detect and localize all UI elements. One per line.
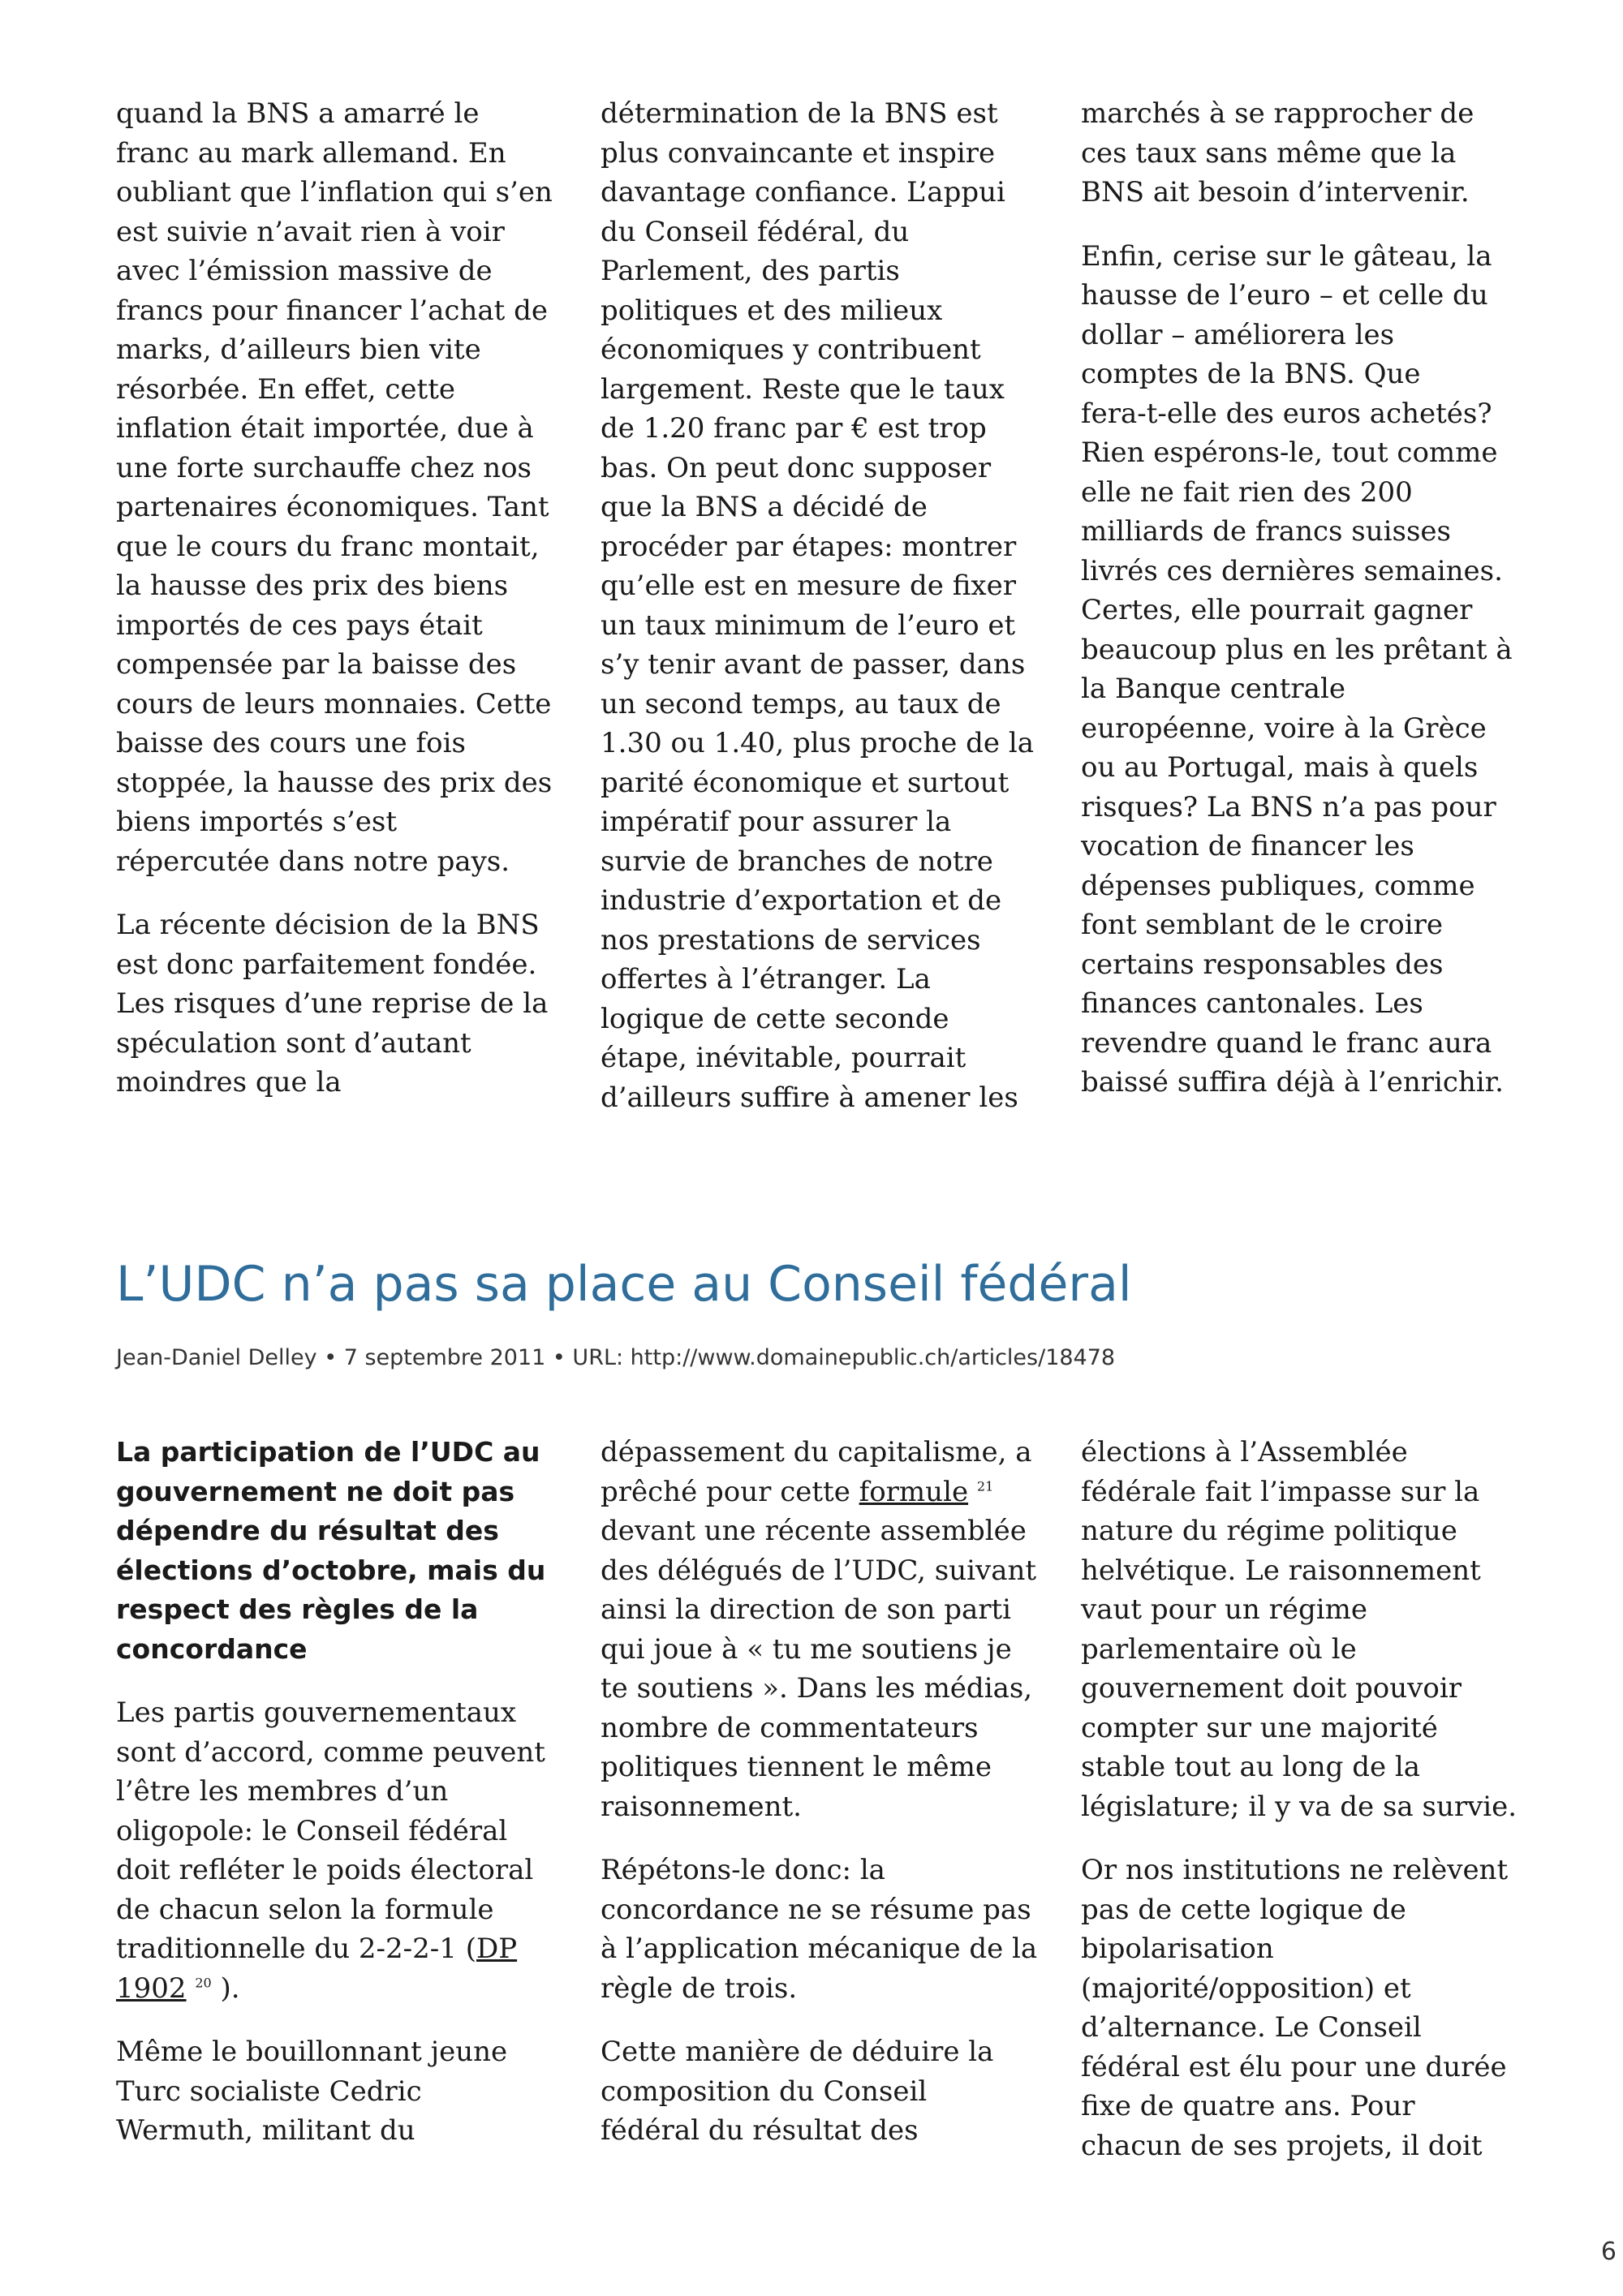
article-byline: Jean-Daniel Delley • 7 septembre 2011 • URL: http://www.domainepublic.ch/articles/18478 bbox=[116, 1345, 1116, 1370]
paragraph: La récente décision de la BNS est donc parfaitement fondée. Les risques d’une reprise de la spéculation sont d’autant moindres que la bbox=[116, 909, 549, 1099]
paragraph: élections à l’Assemblée fédérale fait l’impasse sur la nature du régime politique helvétique. Le raisonnement vaut pour un régime parlementaire où le gouvernement doit pouvoir compter sur une majorité stable tout au long de la législature; il y va de sa survie. bbox=[1081, 1436, 1518, 1823]
article1-column-2 bbox=[601, 94, 1043, 1142]
reference-marker: 21 bbox=[976, 1478, 994, 1494]
paragraph: quand la BNS a amarré le franc au mark allemand. En oubliant que l’inflation qui s’en est suivie n’avait rien à voir avec l’émission massive de francs pour financer l’achat de marks, d’ailleurs bien vite résorbée. En effet, cette inflation était importée, due à une forte surchauffe chez nos partenaires économiques. Tant que le cours du franc montait, la hausse des prix des biens importés de ces pays était compensée par la baisse des cours de leurs monnaies. Cette baisse des cours une fois stoppée, la hausse des prix des biens importés s’est répercutée dans notre pays. bbox=[116, 97, 553, 878]
article1-column-3 bbox=[1081, 94, 1523, 1127]
article-title: L’UDC n’a pas sa place au Conseil fédéral bbox=[116, 1256, 1132, 1313]
paragraph: Or nos institutions ne relèvent pas de cette logique de bipolarisation (majorité/opposition) et d’alternance. Le Conseil fédéral est élu pour une durée fixe de quatre ans. Pour chacun de ses projets, il doit bbox=[1081, 1854, 1509, 2162]
article2-column-1 bbox=[116, 1433, 558, 2175]
paragraph-text: ). bbox=[211, 1971, 240, 2005]
page-number: 6 bbox=[1600, 2238, 1617, 2266]
paragraph: Répétons-le donc: la concordance ne se résume pas à l’application mécanique de la règle de trois. bbox=[601, 1854, 1038, 2005]
article2-column-2 bbox=[601, 1433, 1043, 2175]
article-lead: La participation de l’UDC au gouvernement ne doit pas dépendre du résultat des élections d’octobre, mais du respect des règles de la concordance bbox=[116, 1436, 546, 1665]
paragraph: détermination de la BNS est plus convaincante et inspire davantage confiance. L’appui du Conseil fédéral, du Parlement, des partis politiques et des milieux économiques y contribuent largement. Reste que le taux de 1.20 franc par € est trop bas. On peut donc supposer que la BNS a décidé de procéder par étapes: montrer qu’elle est en mesure de fixer un taux minimum de l’euro et s’y tenir avant de passer, dans un second temps, au taux de 1.30 ou 1.40, plus proche de la parité économique et surtout impératif pour assurer la survie de branches de notre industrie d’exportation et de nos prestations de services offertes à l’étranger. La logique de cette seconde étape, inévitable, pourrait d’ailleurs suffire à amener les bbox=[601, 97, 1034, 1114]
paragraph-text: Les partis gouvernementaux sont d’accord, comme peuvent l’être les membres d’un oligopole: le Conseil fédéral doit refléter le poids électoral de chacun selon la formule traditionnelle du 2-2-2-1 ( bbox=[116, 1696, 545, 1965]
paragraph bbox=[116, 1693, 558, 2008]
paragraph bbox=[601, 1433, 1043, 1826]
formule-link[interactable]: formule bbox=[859, 1475, 969, 1508]
paragraph: Même le bouillonnant jeune Turc socialiste Cedric Wermuth, militant du bbox=[116, 2036, 508, 2147]
paragraph-text: dépassement du capitalisme, a prêché pour cette bbox=[601, 1436, 1032, 1508]
article2-column-3 bbox=[1081, 1433, 1523, 2190]
paragraph: marchés à se rapprocher de ces taux sans même que la BNS ait besoin d’intervenir. bbox=[1081, 97, 1474, 209]
article1-column-1 bbox=[116, 94, 558, 1127]
reference-marker: 20 bbox=[195, 1975, 212, 1991]
paragraph-text: devant une récente assemblée des délégués de l’UDC, suivant ainsi la direction de son parti qui joue à « tu me soutiens je te soutiens ». Dans les médias, nombre de commentateurs politiques tiennent le même raisonnement. bbox=[601, 1515, 1037, 1823]
paragraph: Cette manière de déduire la composition du Conseil fédéral du résultat des bbox=[601, 2036, 994, 2147]
dp-1902-link[interactable]: DP 1902 bbox=[116, 1933, 518, 2005]
paragraph: Enfin, cerise sur le gâteau, la hausse de l’euro – et celle du dollar – améliorera les comptes de la BNS. Que fera-t-elle des euros achetés? Rien espérons-le, tout comme elle ne fait rien des 200 milliards de francs suisses livrés ces dernières semaines. Certes, elle pourrait gagner beaucoup plus en les prêtant à la Banque centrale européenne, voire à la Grèce ou au Portugal, mais à quels risques? La BNS n’a pas pour vocation de financer les dépenses publiques, comme font semblant de le croire certains responsables des finances cantonales. Les revendre quand le franc aura baissé suffira déjà à l’enrichir. bbox=[1081, 239, 1513, 1099]
